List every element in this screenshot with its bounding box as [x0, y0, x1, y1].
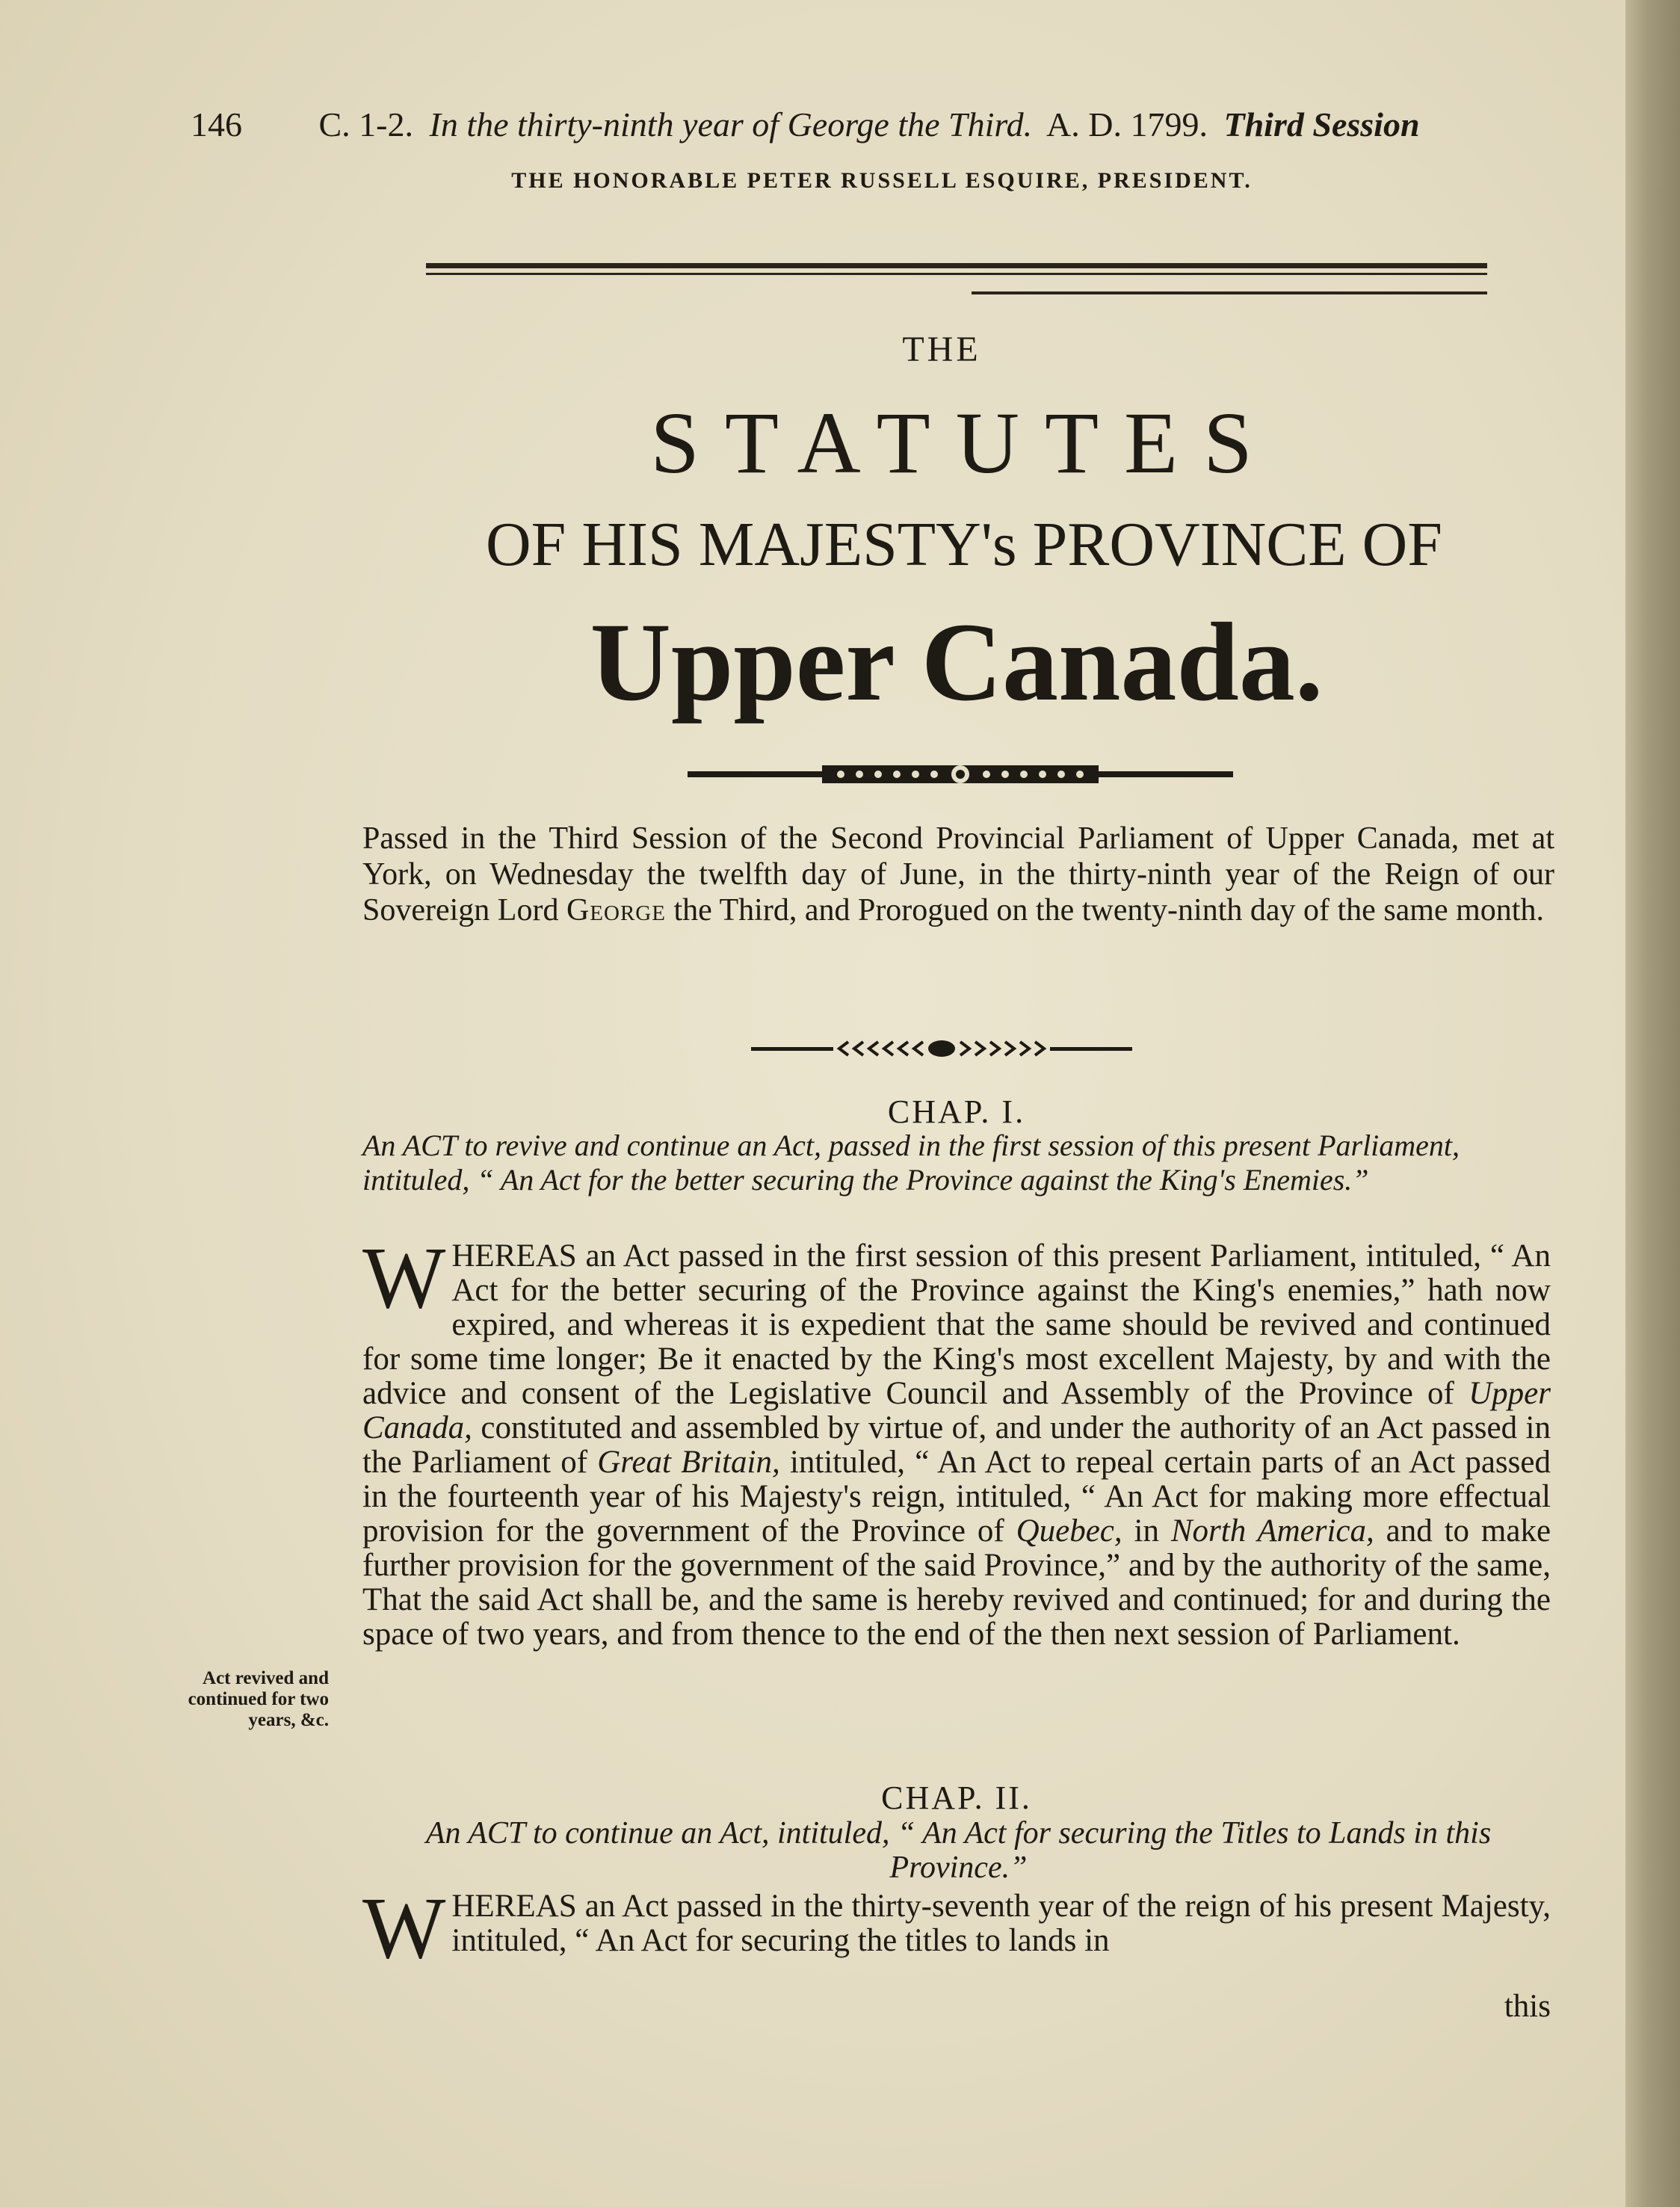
chapter-2-text: HEREAS an Act passed in the thirty-seventh year of the reign of his present Majesty, intituled, “ An Act for securing the titles to lands in	[451, 1889, 1551, 1958]
chapter-1-text-a: HEREAS an Act passed in the first session of this present Parliament, intituled, “ An Act for the better securing of the Province against the King's enemies,” hath now expired, and whereas it is expedient that the same should be revived and continued for some time longer; Be it enacted by the King's most excellent Majesty, by and with the advice and consent of the Legislative Council and Assembly of the Province of	[362, 1238, 1551, 1411]
title-province-name: Upper Canada.	[590, 600, 1324, 724]
ornament-arrows-icon	[751, 1037, 1132, 1060]
header-rule-short	[972, 291, 1487, 294]
chapter-2-heading: CHAP. II.	[881, 1780, 1032, 1816]
preamble-king-name: George	[566, 893, 666, 927]
chapter-1-text-d: in	[1134, 1513, 1159, 1549]
page-number: 146	[191, 105, 242, 143]
chapter-1-heading: CHAP. I.	[887, 1093, 1026, 1130]
running-header	[191, 105, 1562, 144]
chapter-1-body	[362, 1229, 1551, 1652]
title-of-province: OF HIS MAJESTY's PROVINCE OF	[485, 510, 1442, 579]
ornament-rule-icon	[688, 761, 1233, 788]
chapter-1-text-e: and to make further provision for the government of the said Province,” and by the authority of the same, That the said Act shall be, and the same is hereby revived and continued; for and during the space of two years, and from thence to the end of the then next session of Parliament.	[362, 1513, 1551, 1652]
anno-domini: A. D. 1799.	[1046, 105, 1208, 143]
title-statutes: STATUTES	[650, 394, 1278, 492]
regnal-year: In the thirty-ninth year of George the Third.	[429, 105, 1033, 143]
title-the: THE	[902, 330, 981, 369]
chapter-2-body	[362, 1879, 1551, 1977]
margin-note: Act revived and continued for two years, &c.	[188, 1668, 329, 1730]
chapter-1-upper-canada: Upper Canada,	[362, 1376, 1551, 1445]
preamble-text-end: the Third, and Prorogued on the twenty-ninth day of the same month.	[673, 893, 1544, 927]
chapter-1-quebec: Quebec,	[1016, 1513, 1122, 1549]
preamble-paragraph	[362, 821, 1554, 928]
president-line: THE HONORABLE PETER RUSSELL ESQUIRE, PRESIDENT.	[511, 168, 1253, 193]
chapter-1-text-c: intituled, “ An Act to repeal certain parts of an Act passed in the fourteenth year of his Majesty's reign, intituled, “ An Act for making more effectual provision for the government of the Province of	[362, 1445, 1551, 1549]
chapter-2-dropcap: W	[362, 1879, 446, 1977]
chapter-1-great-britain: Great Britain,	[597, 1445, 780, 1480]
chapter-1-text-b: constituted and assembled by virtue of, and under the authority of an Act passed in the Parliament of	[362, 1410, 1551, 1480]
preamble-text-start: Passed in the Third Session of the Second Provincial Parliament of Upper Canada, met at York, on Wednesday the twelfth day of June, in the thirty-ninth year of the Reign of our Sovereign Lord	[362, 821, 1554, 927]
chapter-1-dropcap: W	[362, 1229, 446, 1327]
chapter-reference: C. 1-2.	[318, 105, 413, 143]
session-label: Third Session	[1223, 105, 1420, 143]
chapter-1-title: An ACT to revive and continue an Act, passed in the first session of this present Parliament, intituled, “ An Act for the better securing the Province against the King's Enemies.”	[362, 1129, 1460, 1197]
header-rule-thin	[426, 273, 1487, 275]
chapter-1-north-america: North America,	[1170, 1513, 1374, 1549]
catchword: this	[1504, 1989, 1551, 2024]
chapter-2-title: An ACT to continue an Act, intituled, “ An Act for securing the Titles to Lands in this Province.”	[425, 1816, 1492, 1885]
page-edge	[1625, 0, 1680, 2207]
header-rule	[426, 263, 1487, 268]
